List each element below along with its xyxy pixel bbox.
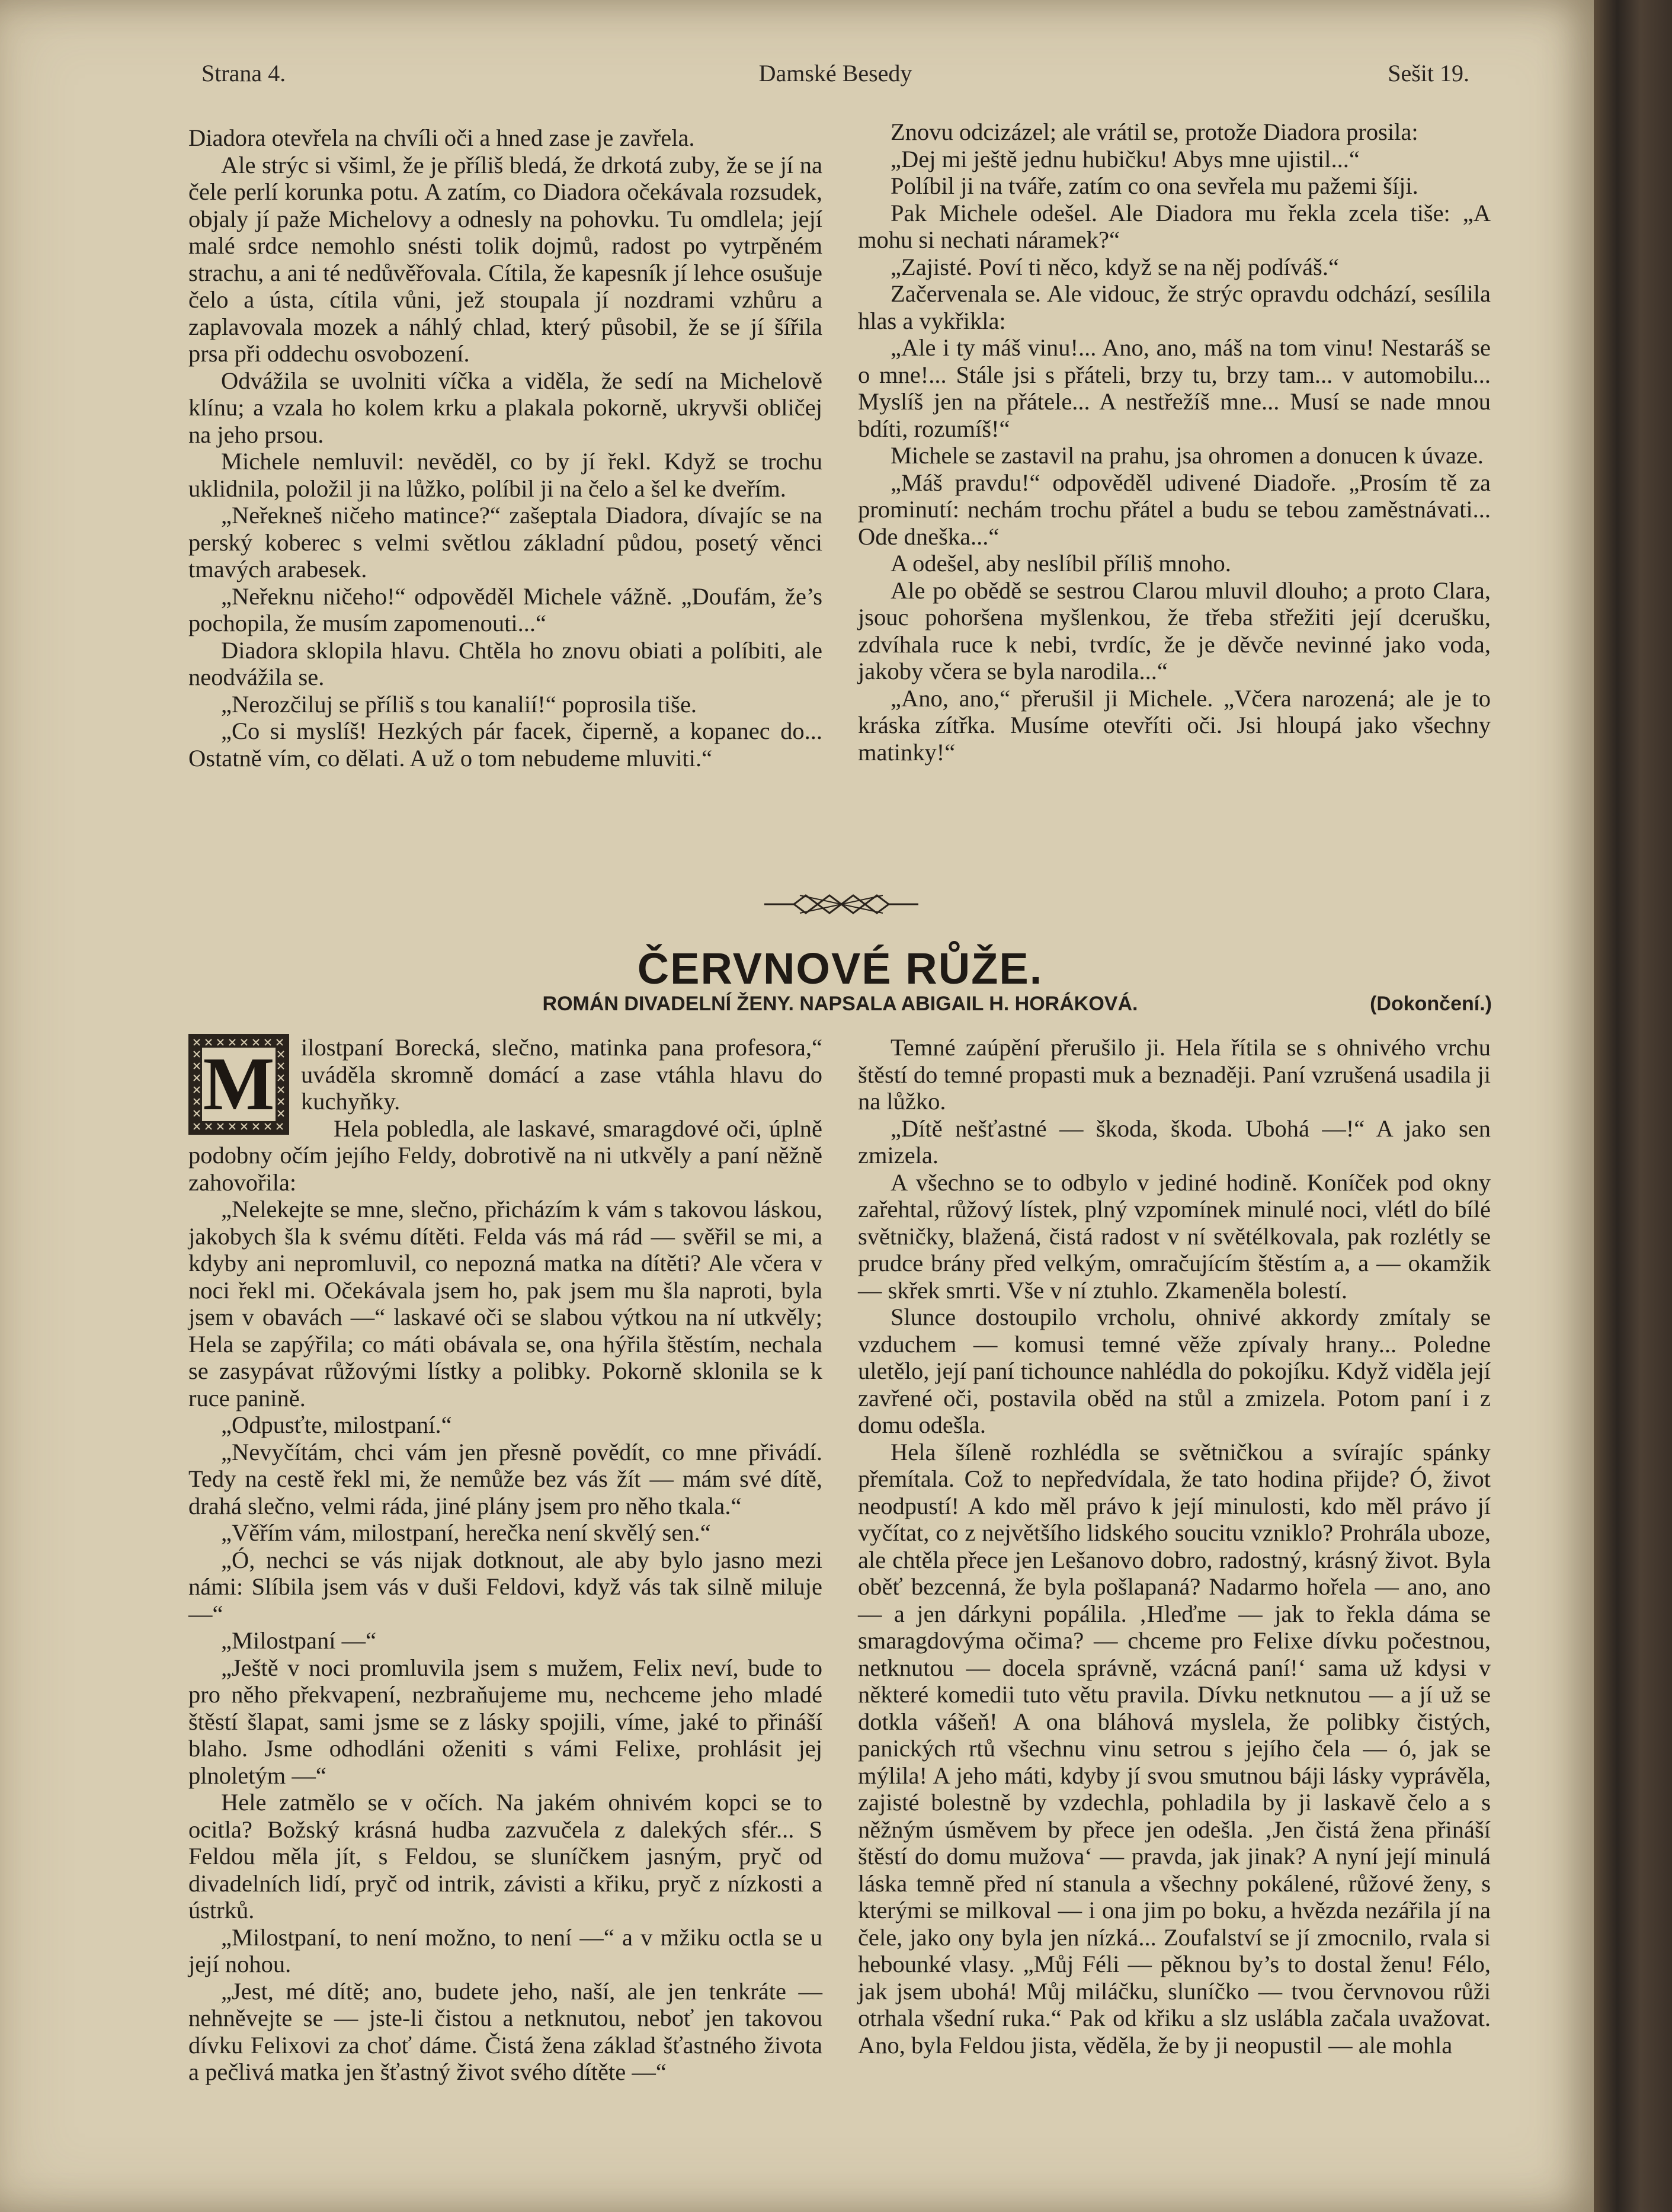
story-title: ČERVNOVÉ RŮŽE.: [637, 944, 1043, 993]
paragraph: Hela pobledla, ale laskavé, smaragdové oči, úplně podobny očím jejího Feldy, dobrotivě na ni utkvěly a paní něžně zahovořila:: [188, 1115, 822, 1196]
paragraph: „Co si myslíš! Hezkých pár facek, čiperně, a kopanec do... Ostatně vím, co dělati. A už o tom nebudeme mluviti.“: [188, 718, 822, 772]
issue-number: Sešit 19.: [1388, 60, 1469, 87]
paragraph: Ale po obědě se sestrou Clarou mluvil dlouho; a proto Clara, jsouc pohoršena myšlenkou, že třeba střežiti její dcerušku, zdvíhala ruce k nebi, tvrdíc, že je děvče nevinné jako voda, jakoby včera se byla narodila...“: [858, 577, 1491, 684]
story-byline: [188, 993, 1492, 1022]
section-divider-ornament: [764, 892, 918, 917]
paragraph: A všechno se to odbylo v jediné hodině. Koníček pod okny zařehtal, růžový lístek, plný vzpomínek minulé noci, vlétl do bílé světničky, blažená, čistá radost v ní světélkovala, pak rozlétly se prudce brány před velkým, omračujícím štěstím a, a — okamžik — skřek smrti. Vše v ní ztuhlo. Zkameněla bolestí.: [858, 1169, 1491, 1304]
previous-story-left-column: [188, 124, 822, 772]
paragraph: Slunce dostoupilo vrcholu, ohnivé akkordy zmítaly se vzduchem — komusi temné věže zpívaly hrany... Poledne uletělo, její paní tichounce nahlédla do pokojíku. Když viděla její zavřené oči, postavila oběd na stůl a zmizela. Potom paní i z domu odešla.: [858, 1304, 1491, 1438]
paragraph: Michele nemluvil: nevěděl, co by jí řekl. Když se trochu uklidnila, položil ji na lůžko, políbil ji na čelo a šel ke dveřím.: [188, 448, 822, 502]
paragraph: A odešel, aby neslíbil příliš mnoho.: [891, 550, 1231, 577]
paragraph: „Zajisté. Poví ti něco, když se na něj podíváš.“: [891, 253, 1339, 280]
paragraph: Diadora otevřela na chvíli oči a hned zase je zavřela.: [188, 124, 695, 151]
paragraph: Odvážila se uvolniti víčka a viděla, že sedí na Michelově klínu; a vzala ho kolem krku a plakala pokorně, ukryvši obličej na jeho prsou.: [188, 367, 822, 448]
paragraph: Políbil ji na tváře, zatím co ona sevřela mu pažemi šíji.: [891, 172, 1418, 199]
paragraph: „Odpusťte, milostpaní.“: [221, 1411, 452, 1438]
drop-cap: [188, 1034, 289, 1135]
paragraph: „Dítě nešťastné — škoda, škoda. Ubohá —!“ A jako sen zmizela.: [858, 1115, 1491, 1169]
paragraph: „Milostpaní, to není možno, to není —“ a v mžiku octla se u její nohou.: [188, 1923, 822, 1977]
paragraph: „Nevyčítám, chci vám jen přesně povědít, co mne přivádí. Tedy na cestě řekl mi, že nemůže bez vás žít — mám své dítě, drahá slečno, velmi ráda, jiné plány jsem pro něho tkala.“: [188, 1438, 822, 1519]
paragraph: „Neřekneš ničeho matince?“ zašeptala Diadora, dívajíc se na perský koberec s velmi světlou základní půdou, posetý věnci tmavých arabesek.: [188, 502, 822, 582]
paragraph: Znovu odcizázel; ale vrátil se, protože Diadora prosila:: [891, 119, 1418, 145]
paragraph: Diadora sklopila hlavu. Chtěla ho znovu obiati a políbiti, ale neodvážila se.: [188, 636, 822, 690]
paragraph: „Věřím vám, milostpaní, herečka není skvělý sen.“: [221, 1519, 711, 1546]
paragraph: „Ale i ty máš vinu!... Ano, ano, máš na tom vinu! Nestaráš se o mne!... Stále jsi s přáteli, brzy tu, brzy tam... v automobilu... Myslíš jen na přátele... A nestřežíš mne... Musí se nade mnou bdíti, rozumíš!“: [858, 334, 1491, 442]
paragraph: Temné zaúpění přerušilo ji. Hela řítila se s ohnivého vrchu štěstí do temné propasti muk a beznaději. Paní vzrušená usadila ji na lůžko.: [858, 1034, 1491, 1115]
paragraph: Hela šíleně rozhlédla se světničkou a svírajíc spánky přemítala. Což to nepředvídala, že tato hodina přijde? Ó, život neodpustí! A kdo měl právo k její minulosti, kdo měl právo jí vyčítat, co z největšího lidského soucitu vzniklo? Prohrála uboze, ale chtěla přece jen Lešanovo dobro, radostný, krásný život. Byla oběť bezcenná, že byla pošlapaná? Nadarmo hořela — ano, ano — a jen dárkyni popálila. ‚Hleďme — jak to řekla dáma se smaragdovýma očima? — chceme pro Felixe dívku počestnou, netknutou — docela správně, vzácná paní!‘ sama už kdysi v některé komedii tuto větu pravila. Dívku netknutou — a jí už se dotkla vášeň! A ona bláhová myslela, že polibky čistých, panických rtů všechnu vinu setrou s jejího čela — ó, jak se mýlila! A jeho máti, kdyby jí svou smutnou báji lásky vyprávěla, zajisté bolestně by vzdechla, pohladila by ji laskavě čelo a s něžným úsměvem by přece jen odešla. ‚Jen čistá žena přináší štěstí do domu mužova‘ — pravda, jak jinak? A nyní její minulá láska temně před ní stanula a všechny pokálené, růžové ženy, s kterými se milkoval — i ona jim po boku, a hvězda nezářila jí na čele, jako ony byla jen nízká... Zoufalství se jí zmocnilo, rvala si hebounké vlasy. „Můj Féli — pěknou by’s to dostal ženu! Félo, jak jsem ubohá! Můj miláčku, sluníčko — tvou červnovou růži otrhala všední ruka.“ Pak od křiku a slz uslábla začala uvažovat. Ano, byla Feldou jista, věděla, že by ji neopustil — ale mohla: [858, 1438, 1491, 2059]
book-spine: [1594, 0, 1672, 2212]
paragraph: „Milostpaní —“: [221, 1627, 377, 1654]
story-right-column: [858, 1034, 1491, 2059]
paragraph: „Ó, nechci se vás nijak dotknout, ale aby bylo jasno mezi námi: Slíbila jsem vás v duši Feldovi, když vás tak silně miluje —“: [188, 1546, 822, 1627]
story-subtitle: ROMÁN DIVADELNÍ ŽENY. NAPSALA ABIGAIL H. HORÁKOVÁ.: [542, 993, 1138, 1015]
paragraph: Hele zatmělo se v očích. Na jakém ohnivém kopci se to ocitla? Božský krásná hudba zazvučela z dalekých sfér... S Feldou měla jít, s Feldou, se sluníčkem jasným, pryč od divadelních lidí, pryč od intrik, závisti a křiku, pryč z nízkosti a ústrků.: [188, 1789, 822, 1923]
page-number: Strana 4.: [201, 60, 286, 87]
continuation-note: (Dokončení.): [1370, 993, 1492, 1015]
paragraph: „Nerozčiluj se příliš s tou kanalií!“ poprosila tiše.: [221, 690, 697, 718]
page-header: [201, 59, 1469, 95]
magazine-title: Damské Besedy: [758, 60, 912, 87]
previous-story-right-column: [858, 119, 1491, 766]
story-left-column: [188, 1034, 822, 2086]
paragraph: „Neřeknu ničeho!“ odpověděl Michele vážně. „Doufám, že’s pochopila, že musím zapomenouti...“: [188, 582, 822, 636]
paragraph: „Jest, mé dítě; ano, budete jeho, naší, ale jen tenkráte — nehněvejte se — jste-li čistou a netknutou, neboť jen takovou dívku Felixovi za choť dáme. Čistá žena základ šťastného života a pečlivá matka jen šťastný život svého dítěte —“: [188, 1977, 822, 2085]
paragraph: „Ano, ano,“ přerušil ji Michele. „Včera narozená; ale je to kráska zítřka. Musíme otevříti oči. Jsi hloupá jako všechny matinky!“: [858, 684, 1491, 766]
paragraph: Ale strýc si všiml, že je příliš bledá, že drkotá zuby, že se jí na čele perlí korunka potu. A zatím, co Diadora očekávala rozsudek, objaly jí paže Michelovy a odnesly na pohovku. Tu omdlela; její malé srdce nemohlo snésti tolik dojmů, radost po vytrpěném strachu, a ani té nedůvěřovala. Cítila, že kapesník jí lehce osušuje čelo a ústa, cítila vůni, jež stoupala jí nozdrami vzhůru a zaplavovala mozek a náhlý chlad, který působil, že se jí šířila prsa při oddechu osvobození.: [188, 151, 822, 367]
paragraph: Začervenala se. Ale vidouc, že strýc opravdu odchází, sesílila hlas a vykřikla:: [858, 280, 1491, 334]
paragraph: „Nelekejte se mne, slečno, přicházím k vám s takovou láskou, jakobych šla k svému dítěti. Felda vás má rád — svěřil se mi, a kdyby ani nepromluvil, co nepozná matka na dítěti? Ale včera v noci řekl mi. Očekávala jsem ho, pak jsem mu šla naproti, byla jsem v obavách —“ laskavé oči se slabou výtkou na ní utkvěly; Hela se zapýřila; co máti obávala se, ona hýřila štěstím, nechala se zasypávat růžovými lístky a polibky. Pokorně sklonila se k ruce panině.: [188, 1196, 822, 1411]
paragraph: „Ještě v noci promluvila jsem s mužem, Felix neví, bude to pro něho překvapení, nezbraňujeme mu, nechceme jeho mladé štěstí šlapat, sami jsme se z lásky spojili, víme, jaké to přináší blaho. Jsme odhodláni oženiti s vámi Felixe, prohlásit jej plnoletým —“: [188, 1654, 822, 1789]
paragraph: ilostpaní Borecká, slečno, matinka pana profesora,“ uváděla skromně domácí a zase vtáhla hlavu do kuchyňky.: [301, 1034, 822, 1115]
paragraph: Michele se zastavil na prahu, jsa ohromen a donucen k úvaze.: [891, 442, 1484, 469]
paragraph: „Máš pravdu!“ odpověděl udivené Diadoře. „Prosím tě za prominutí: nechám trochu přátel a budu se tebou zaměstnávati... Ode dneška...“: [858, 469, 1491, 550]
drop-cap-letter: M: [203, 1042, 275, 1126]
paragraph: „Dej mi ještě jednu hubičku! Abys mne ujistil...“: [891, 145, 1360, 172]
paragraph: Pak Michele odešel. Ale Diadora mu řekla zcela tiše: „A mohu si nechati náramek?“: [858, 199, 1491, 253]
